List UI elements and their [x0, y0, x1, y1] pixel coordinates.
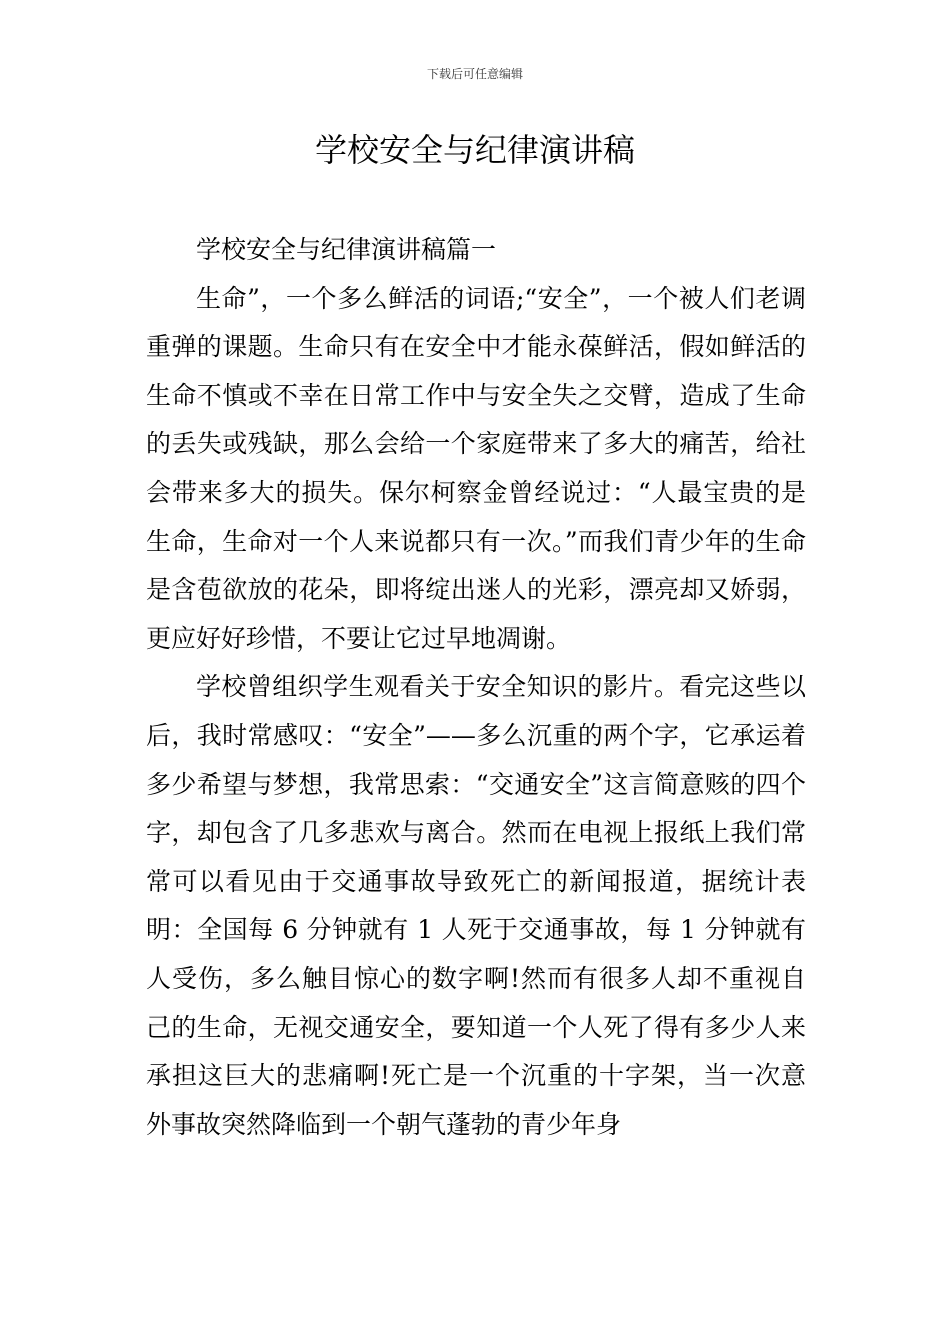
paragraph-1: 生命”，一个多么鲜活的词语;“安全”，一个被人们老调重弹的课题。生命只有在安全中才能永葆鲜活，假如鲜活的生命不慎或不幸在日常工作中与安全失之交臂，造成了生命的丢失或残缺，那么会给一个家庭带来了多大的痛苦，给社会带来多大的损失。保尔柯察金曾经说过：“人最宝贵的是生命，生命对一个人来说都只有一次。”而我们青少年的生命是含苞欲放的花朵，即将绽出迷人的光彩，漂亮却又娇弱，更应好好珍惜，不要让它过早地凋谢。 [146, 283, 806, 653]
paragraph-2: 学校曾组织学生观看关于安全知识的影片。看完这些以后，我时常感叹：“安全”——多么沉重的两个字，它承运着多少希望与梦想，我常思索：“交通安全”这言简意赅的四个字，却包含了几多悲欢与离合。然而在电视上报纸上我们常常可以看见由于交通事故导致死亡的新闻报道，据统计表明：全国每 6 分钟就有 1 人死于交通事故，每 1 分钟就有人受伤，多么触目惊心的数字啊!然而有很多人却不重视自己的生命，无视交通安全，要知道一个人死了得有多少人来承担这巨大的悲痛啊!死亡是一个沉重的十字架，当一次意外事故突然降临到一个朝气蓬勃的青少年身 [146, 672, 806, 1139]
document-title: 学校安全与纪律演讲稿 [314, 131, 635, 169]
page-header-note: 下载后可任意编辑 [426, 67, 523, 81]
section-heading: 学校安全与纪律演讲稿篇一 [196, 235, 497, 264]
document-body [146, 226, 806, 1149]
